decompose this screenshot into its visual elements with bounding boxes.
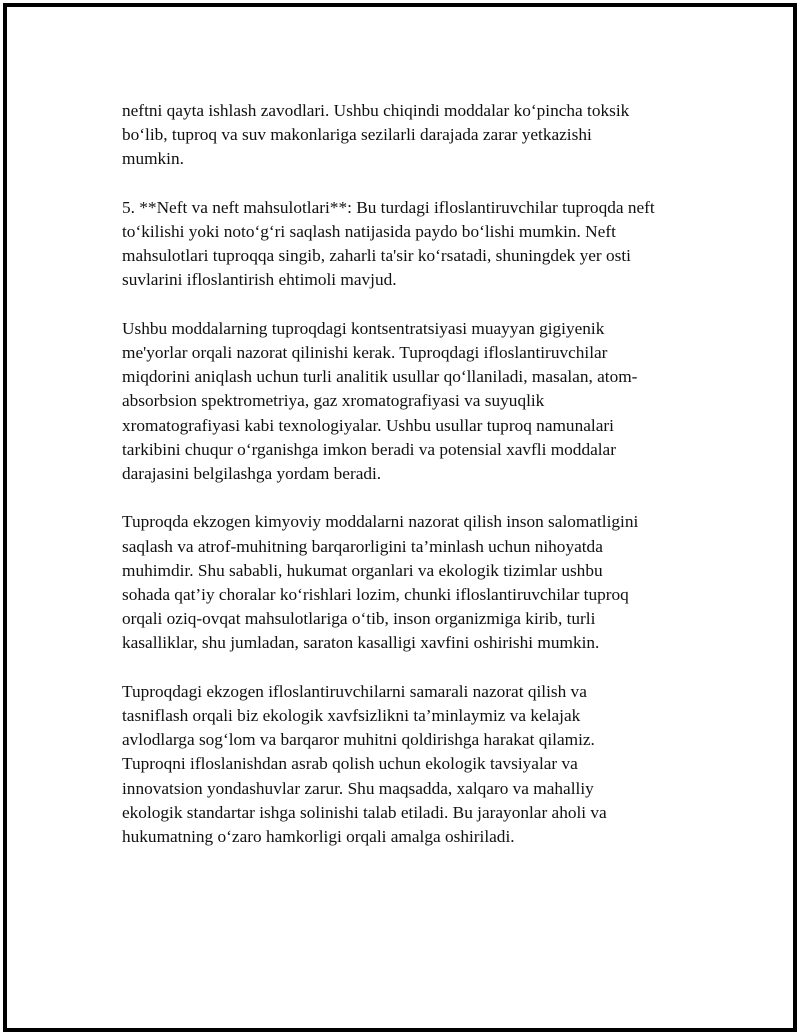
paragraph-oil-products: 5. **Neft va neft mahsulotlari**: Bu turdagi ifloslantiruvchilar tuproqda neft to‘kilishi yoki noto‘g‘ri saqlash natijasida paydo bo‘lishi mumkin. Neft mahsulotlari tuproqqa singib, zaharli ta'sir ko‘rsatadi, shuningdek yer osti suvlarini ifloslantirish ehtimoli mavjud. bbox=[122, 197, 655, 290]
paragraph-concentration-control: Ushbu moddalarning tuproqdagi kontsentratsiyasi muayyan gigiyenik me'yorlar orqali nazorat qilinishi kerak. Tuproqdagi ifloslantiruvchilar miqdorini aniqlash uchun turli analitik usullar qo‘llaniladi, masalan, atom- absorbsion spektrometriya, gaz xromatografiyasi va suyuqlik xromatografiyasi kabi texnologiyalar. Ushbu usullar tuproq namunalari tarkibini chuqur o‘rganishga imkon beradi va potensial xavfli moddalar darajasini belgilashga yordam beradi. bbox=[122, 318, 638, 484]
paragraph-chemical-control: Tuproqda ekzogen kimyoviy moddalarni nazorat qilish inson salomatligini saqlash va atrof-muhitning barqarorligini ta’minlash uchun nihoyatda muhimdir. Shu sababli, hukumat organlari va ekologik tizimlar ushbu sohada qat’iy choralar ko‘rishlari lozim, chunki ifloslantiruvchilar tuproq orqali oziq-ovqat mahsulotlariga o‘tib, inson organizmiga kirib, turli kasalliklar, shu jumladan, saraton kasalligi xavfini oshirishi mumkin. bbox=[122, 512, 639, 653]
page-frame bbox=[3, 3, 797, 1032]
document-body bbox=[122, 99, 702, 873]
paragraph-continuation: neftni qayta ishlash zavodlari. Ushbu chiqindi moddalar ko‘pincha toksik bo‘lib, tuproq va suv makonlariga sezilarli darajada zarar yetkazishi mumkin. bbox=[122, 101, 630, 169]
paragraph-conclusion: Tuproqdagi ekzogen ifloslantiruvchilarni samarali nazorat qilish va tasniflash orqali biz ekologik xavfsizlikni ta’minlaymiz va kelajak avlodlarga sog‘lom va barqaror muhitni qoldirishga harakat qilamiz. Tuproqni ifloslanishdan asrab qolish uchun ekologik tavsiyalar va innovatsion yondashuvlar zarur. Shu maqsadda, xalqaro va mahalliy ekologik standartar ishga solinishi talab etiladi. Bu jarayonlar aholi va hukumatning o‘zaro hamkorligi orqali amalga oshiriladi. bbox=[122, 681, 607, 847]
